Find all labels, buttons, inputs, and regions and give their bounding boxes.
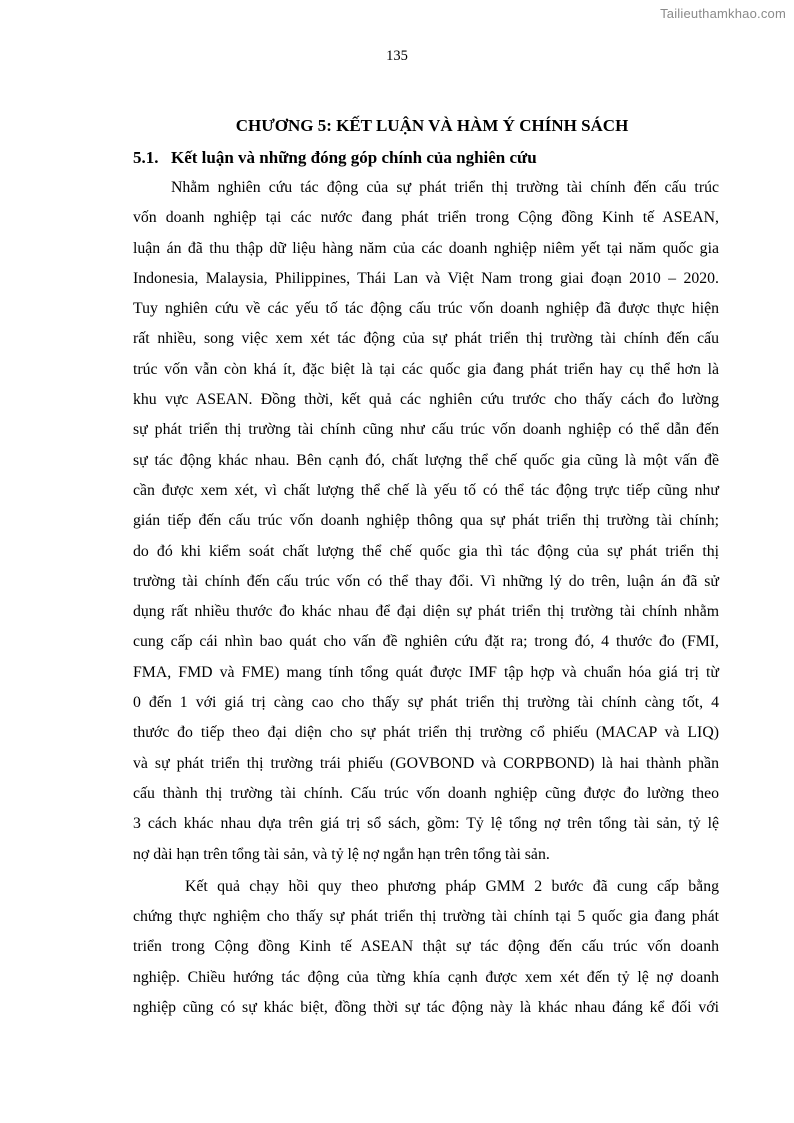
text-line: rất nhiều, song việc xem xét tác động của sự phát triển thị trường tài chính đến cấu bbox=[133, 330, 719, 348]
text-line: vốn doanh nghiệp tại các nước đang phát triển trong Cộng đồng Kinh tế ASEAN, bbox=[133, 209, 719, 227]
text-line: sự phát triển thị trường tài chính cũng như cấu trúc vốn doanh nghiệp có thể dẫn đến bbox=[133, 421, 719, 439]
text-line: do đó khi kiểm soát chất lượng thể chế quốc gia thì tác động của sự phát triển thị bbox=[133, 542, 719, 560]
text-line: trường tài chính đến cấu trúc vốn có thể thay đổi. Vì những lý do trên, luận án đã sử bbox=[133, 572, 719, 590]
text-line: cung cấp cái nhìn bao quát cho vấn đề nghiên cứu đặt ra; trong đó, 4 thước đo (FMI, bbox=[133, 633, 719, 651]
text-line: nghiệp cũng có sự khác biệt, đồng thời sự tác động này là khác nhau đáng kể đối với bbox=[133, 999, 719, 1017]
text-line: và sự phát triển thị trường trái phiếu (GOVBOND và CORPBOND) là hai thành phần bbox=[133, 754, 719, 772]
text-line: 0 đến 1 với giá trị càng cao cho thấy sự phát triển thị trường tài chính càng tốt, 4 bbox=[133, 694, 719, 712]
section-title: Kết luận và những đóng góp chính của nghiên cứu bbox=[171, 148, 537, 167]
text-line: cấu thành thị trường tài chính. Cấu trúc vốn doanh nghiệp cũng được đo lường theo bbox=[133, 784, 719, 802]
text-line: gián tiếp đến cấu trúc vốn doanh nghiệp thông qua sự phát triển thị trường tài chính; bbox=[133, 512, 719, 530]
text-line: chứng thực nghiệm cho thấy sự phát triển thị trường tài chính tại 5 quốc gia đang phát bbox=[133, 908, 719, 926]
chapter-title: CHƯƠNG 5: KẾT LUẬN VÀ HÀM Ý CHÍNH SÁCH bbox=[235, 116, 629, 135]
document-body bbox=[133, 113, 719, 1023]
text-line: FMA, FMD và FME) mang tính tổng quát được IMF tập hợp và chuẩn hóa giá trị từ bbox=[133, 663, 719, 681]
section-heading bbox=[133, 145, 719, 171]
text-line: luận án đã thu thập dữ liệu hàng năm của các doanh nghiệp niêm yết tại năm quốc gia bbox=[133, 239, 719, 257]
text-line: Kết quả chạy hồi quy theo phương pháp GMM 2 bước đã cung cấp bằng bbox=[185, 877, 719, 895]
text-line: khu vực ASEAN. Đồng thời, kết quả các nghiên cứu trước cho thấy cách đo lường bbox=[133, 391, 719, 409]
watermark: Tailieuthamkhao.com bbox=[660, 6, 786, 21]
text-line: Tuy nghiên cứu về các yếu tố tác động cấu trúc vốn doanh nghiệp đã được thực hiện bbox=[133, 300, 719, 318]
text-line: cần được xem xét, vì chất lượng thể chế là yếu tố có thể tác động trực tiếp cũng như bbox=[133, 481, 719, 499]
text-line: triển trong Cộng đồng Kinh tế ASEAN thật sự tác động đến cấu trúc vốn doanh bbox=[133, 938, 719, 956]
paragraph-1 bbox=[133, 173, 719, 870]
text-line: Nhằm nghiên cứu tác động của sự phát triển thị trường tài chính đến cấu trúc bbox=[171, 179, 719, 196]
text-line: nghiệp. Chiều hướng tác động của từng khía cạnh được xem xét đến tỷ lệ nợ doanh bbox=[133, 968, 719, 986]
text-line: dụng rất nhiều thước đo khác nhau để đại diện sự phát triển thị trường tài chính nhằm bbox=[133, 603, 719, 621]
text-line: 3 cách khác nhau dựa trên giá trị sổ sách, gồm: Tỷ lệ tổng nợ trên tổng tài sản, tỷ lệ bbox=[133, 815, 719, 833]
text-line: Indonesia, Malaysia, Philippines, Thái Lan và Việt Nam trong giai đoạn 2010 – 2020. bbox=[133, 269, 719, 287]
text-line: sự tác động khác nhau. Bên cạnh đó, chất lượng thể chế quốc gia cũng là một vấn đề bbox=[133, 451, 719, 469]
section-number: 5.1. bbox=[133, 148, 159, 167]
text-line: trúc vốn vẫn còn khá ít, đặc biệt là tại các quốc gia đang phát triển hay cụ thể hơn là bbox=[133, 360, 719, 378]
page-number: 135 bbox=[386, 48, 408, 64]
paragraph-2 bbox=[133, 872, 719, 1023]
text-line: nợ dài hạn trên tổng tài sản, và tỷ lệ nợ ngắn hạn trên tổng tài sản. bbox=[133, 845, 550, 863]
text-line: thước đo tiếp theo đại diện cho sự phát triển thị trường cổ phiếu (MACAP và LIQ) bbox=[133, 724, 719, 742]
